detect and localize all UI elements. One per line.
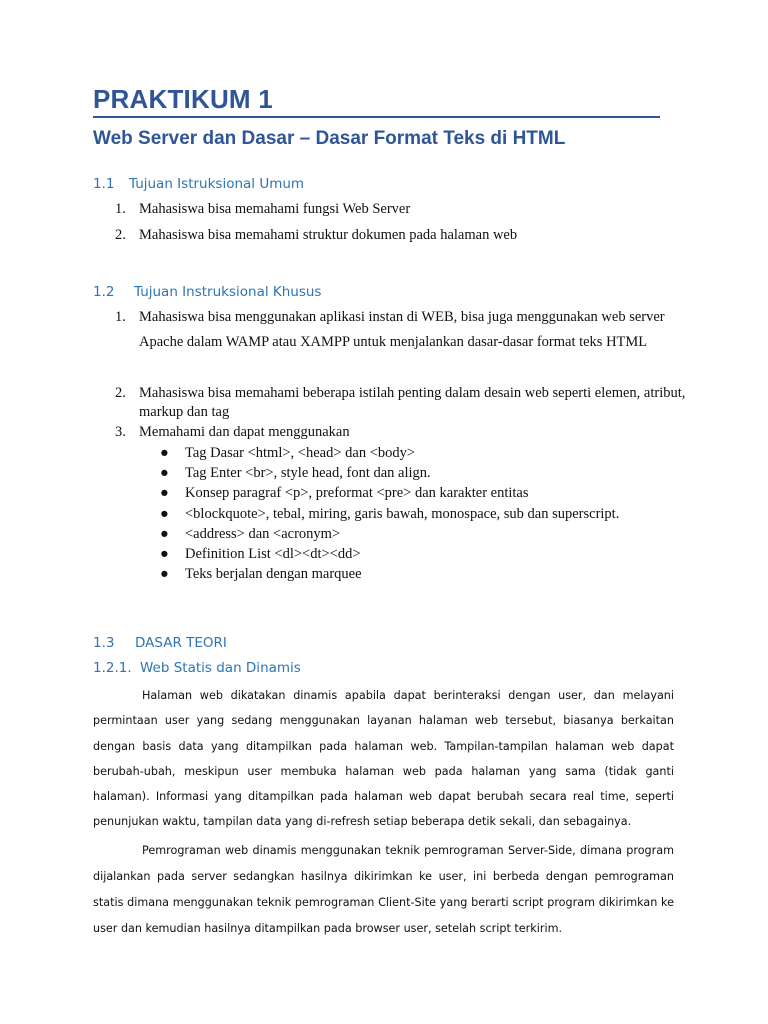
subsection-heading-1-2-1 bbox=[93, 660, 301, 676]
bullet-item bbox=[160, 443, 415, 463]
paragraph-text: Pemrograman web dinamis menggunakan teknik pemrograman Server-Side, dimana program dijalankan pada server sedangkan hasilnya dikirimkan ke user, ini berbeda dengan pemrograman statis dimana menggunakan teknik pemrograman Client-Site yang berarti script program dikirimkan ke user dan kemudian hasilnya ditampilkan pada browser user, setelah script terkirim. bbox=[93, 844, 674, 935]
list-item bbox=[115, 223, 685, 248]
title-underline-rule bbox=[93, 116, 660, 118]
bullet-text: Konsep paragraf <p>, preformat <pre> dan karakter entitas bbox=[185, 485, 529, 501]
list-item-text: Memahami dan dapat menggunakan bbox=[139, 424, 350, 440]
bullet-dot-icon: ● bbox=[160, 566, 169, 582]
bullet-text: <address> dan <acronym> bbox=[185, 526, 341, 542]
bullet-dot-icon: ● bbox=[160, 465, 169, 481]
list-item-text: Mahasiswa bisa menggunakan aplikasi instan di WEB, bisa juga menggunakan web server Apache dalam WAMP atau XAMPP untuk menjalankan dasar-dasar format teks HTML bbox=[139, 309, 665, 350]
paragraph bbox=[93, 683, 674, 835]
bullet-item bbox=[160, 483, 529, 503]
bullet-text: <blockquote>, tebal, miring, garis bawah, monospace, sub dan superscript. bbox=[185, 506, 620, 522]
bullet-dot-icon: ● bbox=[160, 445, 169, 461]
list-number: 1. bbox=[115, 201, 126, 217]
section-number: 1.2 bbox=[93, 284, 115, 300]
bullet-item bbox=[160, 544, 361, 564]
bullet-item bbox=[160, 463, 431, 483]
list-item-text: Mahasiswa bisa memahami beberapa istilah penting dalam desain web seperti elemen, atribut, markup dan tag bbox=[139, 385, 686, 420]
subsection-title: Web Statis dan Dinamis bbox=[140, 660, 301, 676]
list-number: 2. bbox=[115, 227, 126, 243]
list-item bbox=[115, 305, 675, 355]
list-item-text: Mahasiswa bisa memahami struktur dokumen pada halaman web bbox=[139, 227, 518, 243]
bullet-item bbox=[160, 564, 362, 584]
section-heading-1-3 bbox=[93, 635, 227, 651]
bullet-dot-icon: ● bbox=[160, 526, 169, 542]
section-title: DASAR TEORI bbox=[135, 635, 227, 651]
bullet-item bbox=[160, 504, 619, 524]
page-title: PRAKTIKUM 1 bbox=[93, 84, 273, 114]
bullet-dot-icon: ● bbox=[160, 546, 169, 562]
section-heading-1-1 bbox=[93, 176, 304, 192]
list-item bbox=[115, 384, 690, 422]
list-number: 2. bbox=[115, 385, 126, 401]
bullet-item bbox=[160, 524, 340, 544]
section-number: 1.3 bbox=[93, 635, 115, 651]
subsection-number: 1.2.1. bbox=[93, 660, 132, 676]
bullet-text: Teks berjalan dengan marquee bbox=[185, 566, 362, 582]
list-item-text: Mahasiswa bisa memahami fungsi Web Server bbox=[139, 201, 411, 217]
bullet-text: Tag Dasar <html>, <head> dan <body> bbox=[185, 445, 416, 461]
page-subtitle: Web Server dan Dasar – Dasar Format Teks di HTML bbox=[93, 128, 566, 149]
bullet-text: Definition List <dl><dt><dd> bbox=[185, 546, 361, 562]
paragraph-text: Halaman web dikatakan dinamis apabila dapat berinteraksi dengan user, dan melayani permintaan user yang sedang menggunakan layanan halaman web tersebut, biasanya berkaitan dengan basis data yang ditampilkan pada halaman web. Tampilan-tampilan halaman web dapat berubah-ubah, meskipun user membuka halaman web pada halaman yang sama (tidak ganti halaman). Informasi yang ditampilkan pada halaman web dapat berubah secara real time, seperti penunjukan waktu, tampilan data yang di-refresh setiap beberapa detik sekali, dan sebagainya. bbox=[93, 689, 674, 829]
section-number: 1.1 bbox=[93, 176, 115, 192]
section-heading-1-2 bbox=[93, 284, 321, 300]
bullet-text: Tag Enter <br>, style head, font dan align. bbox=[185, 465, 431, 481]
list-number: 1. bbox=[115, 309, 126, 325]
bullet-dot-icon: ● bbox=[160, 485, 169, 501]
list-item bbox=[115, 197, 685, 222]
paragraph bbox=[93, 838, 674, 942]
list-item bbox=[115, 423, 685, 442]
section-title: Tujuan Instruksional Khusus bbox=[134, 284, 322, 300]
section-title: Tujuan Istruksional Umum bbox=[129, 176, 305, 192]
list-number: 3. bbox=[115, 424, 126, 440]
bullet-dot-icon: ● bbox=[160, 506, 169, 522]
